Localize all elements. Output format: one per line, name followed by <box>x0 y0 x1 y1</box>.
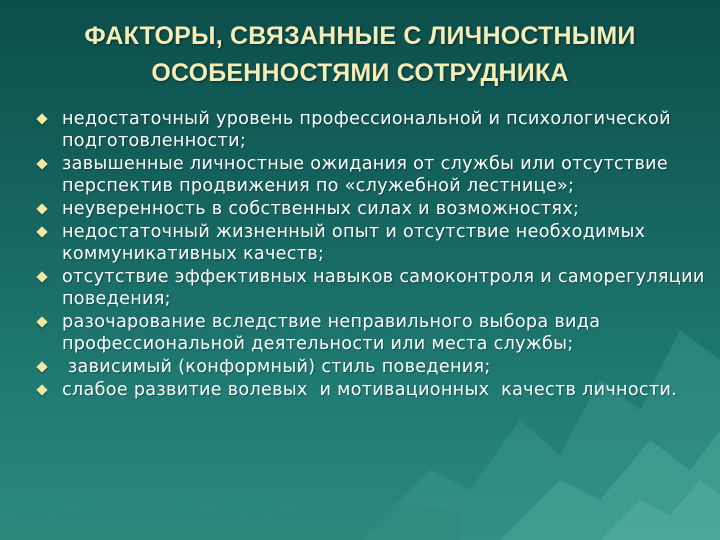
bullet-text: отсутствие эффективных навыков самоконтроля и саморегуляции поведения; <box>62 267 711 309</box>
slide-title <box>0 18 720 92</box>
bullet-item <box>36 356 706 378</box>
bullet-text: завышенные личностные ожидания от службы или отсутствие перспектив продвижения по «служебной лестнице»; <box>62 154 674 196</box>
diamond-bullet-icon <box>36 203 47 214</box>
diamond-bullet-icon <box>36 226 47 237</box>
bullet-item <box>36 108 706 152</box>
diamond-bullet-icon <box>36 316 47 327</box>
bullet-text: недостаточный уровень профессиональной и психологической подготовленности; <box>62 109 677 151</box>
bullet-item <box>36 221 706 265</box>
diamond-bullet-icon <box>36 158 47 169</box>
diamond-bullet-icon <box>36 384 47 395</box>
bullet-item <box>36 311 706 355</box>
slide-title-line-2: ОСОБЕННОСТЯМИ СОТРУДНИКА <box>151 59 569 87</box>
bullet-text: слабое развитие волевых и мотивационных качеств личности. <box>62 380 678 400</box>
diamond-bullet-icon <box>36 361 47 372</box>
slide-title-line-1: ФАКТОРЫ, СВЯЗАННЫЕ С ЛИЧНОСТНЫМИ <box>84 22 636 50</box>
bullet-item <box>36 153 706 197</box>
bullet-text: зависимый (конформный) стиль поведения; <box>62 357 491 377</box>
bullet-item <box>36 379 706 401</box>
bullet-list <box>36 108 711 402</box>
diamond-bullet-icon <box>36 113 47 124</box>
bullet-text: недостаточный жизненный опыт и отсутствие необходимых коммуникативных качеств; <box>62 222 652 264</box>
diamond-bullet-icon <box>36 271 47 282</box>
bullet-item <box>36 198 706 220</box>
bullet-item <box>36 266 711 310</box>
bullet-text: разочарование вследствие неправильного выбора вида профессиональной деятельности или места службы; <box>62 312 607 354</box>
bullet-text: неуверенность в собственных силах и возможностях; <box>62 199 580 219</box>
